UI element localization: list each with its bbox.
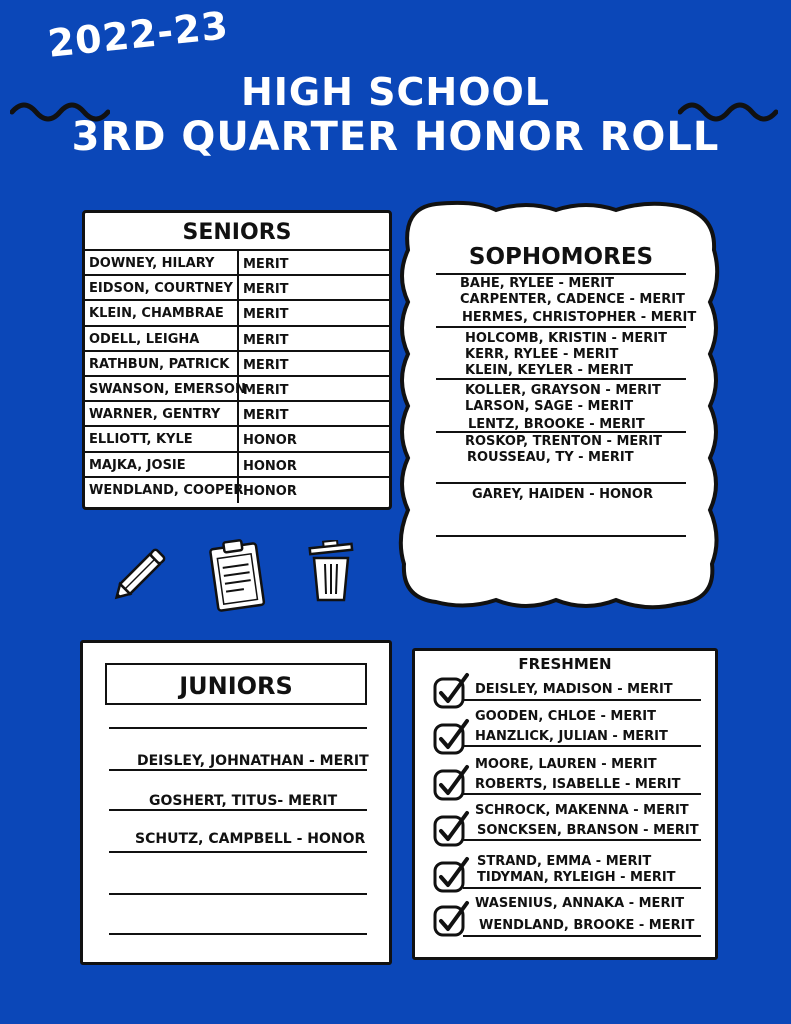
student-name: ELLIOTT, KYLE — [85, 427, 239, 450]
seniors-card — [82, 210, 392, 510]
honor-level: MERIT — [243, 332, 289, 348]
divider — [109, 727, 367, 729]
table-row — [85, 453, 389, 478]
checkmark-icon — [431, 763, 471, 803]
divider — [109, 933, 367, 935]
divider — [436, 482, 686, 484]
divider — [109, 893, 367, 895]
honor-level: MERIT — [243, 408, 289, 424]
list-item: GOSHERT, TITUS- MERIT — [149, 793, 338, 809]
divider — [436, 326, 686, 328]
juniors-card — [80, 640, 392, 965]
table-row — [85, 377, 389, 402]
list-item: HOLCOMB, KRISTIN - MERIT — [465, 331, 667, 346]
list-item: LARSON, SAGE - MERIT — [465, 399, 634, 414]
table-row — [85, 352, 389, 377]
honor-level: MERIT — [243, 382, 289, 398]
freshmen-title: FRESHMEN — [518, 655, 612, 673]
divider — [463, 839, 701, 841]
list-item: KLEIN, KEYLER - MERIT — [465, 363, 633, 378]
divider — [463, 887, 701, 889]
honor-level: HONOR — [243, 458, 297, 474]
student-name: SWANSON, EMERSON — [85, 377, 239, 400]
list-item: SCHUTZ, CAMPBELL - HONOR — [135, 831, 366, 847]
table-row — [85, 478, 389, 503]
list-item: LENTZ, BROOKE - MERIT — [468, 417, 645, 432]
squiggle-right-icon — [678, 100, 778, 124]
list-item: STRAND, EMMA - MERIT — [477, 854, 652, 869]
divider — [463, 793, 701, 795]
divider — [463, 745, 701, 747]
divider — [436, 273, 686, 275]
school-year: 2022-23 — [45, 3, 231, 66]
list-item: GAREY, HAIDEN - HONOR — [472, 487, 653, 502]
table-row — [85, 301, 389, 326]
student-name: WARNER, GENTRY — [85, 402, 239, 425]
list-item: GOODEN, CHLOE - MERIT — [475, 709, 656, 724]
honor-level: MERIT — [243, 257, 289, 272]
list-item: DEISLEY, MADISON - MERIT — [475, 682, 673, 697]
honor-level: MERIT — [243, 307, 289, 323]
divider — [109, 851, 367, 853]
honor-level: HONOR — [243, 483, 297, 499]
list-item: HANZLICK, JULIAN - MERIT — [475, 729, 668, 744]
table-row — [85, 327, 389, 352]
table-row — [85, 251, 389, 276]
checkmark-icon — [431, 717, 471, 757]
checkmark-icon — [431, 855, 471, 895]
student-name: RATHBUN, PATRICK — [85, 352, 239, 375]
honor-level: MERIT — [243, 357, 289, 373]
list-item: ROBERTS, ISABELLE - MERIT — [475, 777, 681, 792]
list-item: DEISLEY, JOHNATHAN - MERIT — [137, 753, 369, 769]
title-line-1: HIGH SCHOOL — [240, 70, 551, 114]
squiggle-left-icon — [10, 100, 110, 124]
student-name: EIDSON, COURTNEY — [85, 276, 239, 299]
freshmen-card — [412, 648, 718, 960]
divider — [436, 535, 686, 537]
sophomores-title: SOPHOMORES — [468, 244, 654, 270]
seniors-title: SENIORS — [85, 213, 389, 251]
student-name: MAJKA, JOSIE — [85, 453, 239, 476]
checkmark-icon — [431, 809, 471, 849]
student-name: DOWNEY, HILARY — [85, 251, 239, 274]
list-item: MOORE, LAUREN - MERIT — [475, 757, 657, 772]
divider — [109, 769, 367, 771]
student-name: ODELL, LEIGHA — [85, 327, 239, 350]
table-row — [85, 427, 389, 452]
list-item: KOLLER, GRAYSON - MERIT — [465, 383, 661, 398]
student-name: WENDLAND, COOPER — [85, 478, 239, 503]
table-row — [85, 402, 389, 427]
list-item: WASENIUS, ANNAKA - MERIT — [475, 896, 685, 911]
title-line-2: 3RD QUARTER HONOR ROLL — [71, 114, 720, 160]
divider — [436, 431, 686, 433]
checkmark-icon — [431, 671, 471, 711]
pencil-icon — [104, 536, 180, 608]
seniors-table — [85, 251, 389, 503]
list-item: HERMES, CHRISTOPHER - MERIT — [462, 310, 697, 325]
divider — [436, 378, 686, 380]
divider — [463, 935, 701, 937]
divider — [109, 809, 367, 811]
list-item: KERR, RYLEE - MERIT — [465, 347, 619, 362]
student-name: KLEIN, CHAMBRAE — [85, 301, 239, 324]
list-item: ROUSSEAU, TY - MERIT — [467, 450, 634, 465]
honor-level: MERIT — [243, 282, 289, 298]
juniors-title: JUNIORS — [105, 663, 367, 705]
checkmark-icon — [431, 899, 471, 939]
table-row — [85, 276, 389, 301]
trash-can-icon — [306, 540, 356, 604]
list-item: SCHROCK, MAKENNA - MERIT — [475, 803, 689, 818]
list-item: BAHE, RYLEE - MERIT — [460, 276, 614, 291]
honor-level: HONOR — [243, 433, 297, 449]
list-item: TIDYMAN, RYLEIGH - MERIT — [477, 870, 676, 885]
clipboard-icon — [206, 538, 268, 614]
list-item: ROSKOP, TRENTON - MERIT — [465, 434, 662, 449]
list-item: WENDLAND, BROOKE - MERIT — [479, 918, 695, 933]
list-item: SONCKSEN, BRANSON - MERIT — [477, 823, 699, 838]
list-item: CARPENTER, CADENCE - MERIT — [460, 292, 685, 307]
divider — [463, 699, 701, 701]
